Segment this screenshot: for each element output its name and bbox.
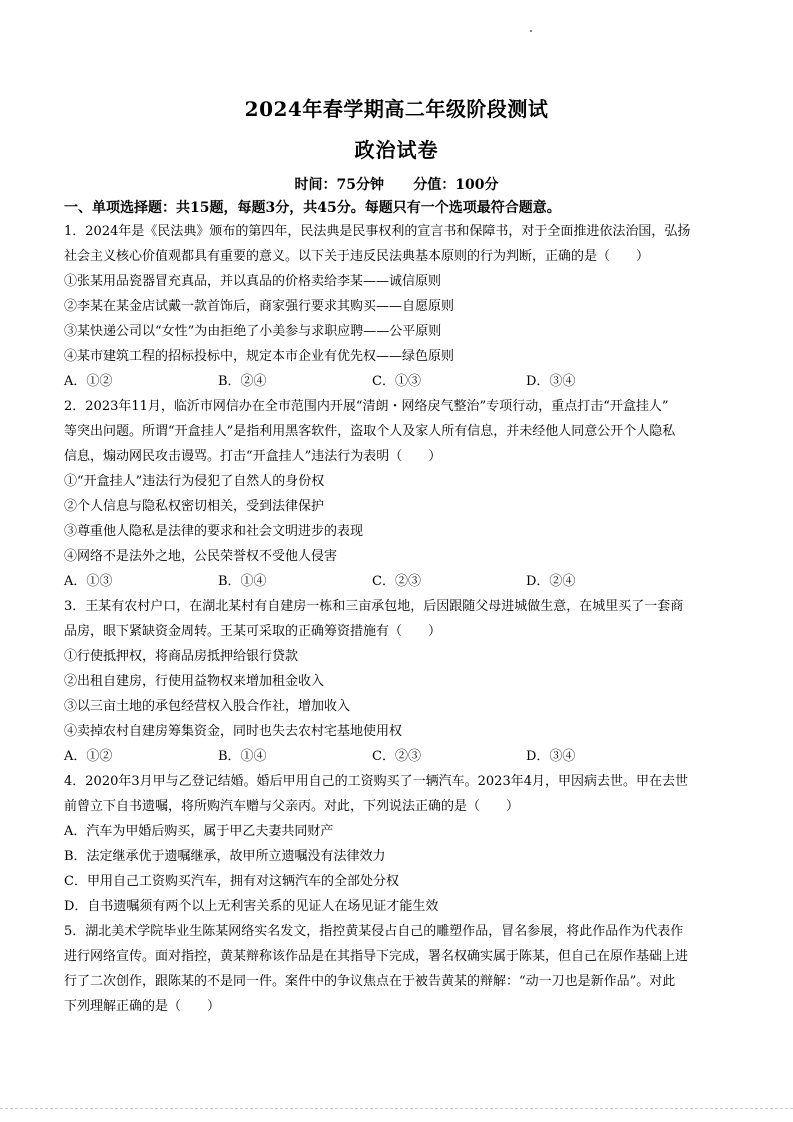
q4-option-d: D．自书遗嘱须有两个以上无利害关系的见证人在场见证才能生效 [64, 899, 439, 914]
q5-line-3: 行了二次创作，跟陈某的不是同一件。案件中的争议焦点在于被告黄某的辩解：“动一刀也是新作品”。对此 [64, 974, 676, 989]
q1-item-3: ③某快递公司以“女性”为由拒绝了小美参与求职应聘——公平原则 [64, 324, 442, 339]
q2-option-b: B．①④ [218, 574, 267, 589]
q3-item-2: ②出租自建房，行使用益物权来增加租金收入 [64, 674, 325, 689]
q3-item-3: ③以三亩土地的承包经营权入股合作社，增加收入 [64, 699, 351, 714]
q1-option-a: A．①② [64, 374, 113, 389]
page-divider [0, 1108, 793, 1109]
q1-option-c: C．①③ [372, 374, 421, 389]
q3-line-1: 3．王某有农村户口，在湖北某村有自建房一栋和三亩承包地，后因跟随父母进城做生意，在城里买了一套商 [64, 599, 684, 614]
q2-line-1: 2．2023年11月，临沂市网信办在全市范围内开展“清朗・网络戾气整治”专项行动，重点打击“开盒挂人” [64, 399, 669, 414]
q3-option-a: A．①② [64, 749, 113, 764]
q1-line-2: 社会主义核心价值观都具有重要的意义。以下关于违反民法典基本原则的行为判断，正确的是（ ） [64, 249, 650, 264]
q2-option-d: D．②④ [526, 574, 576, 589]
scan-dot [530, 30, 532, 32]
exam-subtitle: 政治试卷 [354, 138, 439, 162]
q1-item-1: ①张某用品瓷器冒充真品，并以真品的价格卖给李某——诚信原则 [64, 274, 442, 289]
exam-title: 2024年春学期高二年级阶段测试 [244, 97, 549, 121]
q1-option-d: D．③④ [526, 374, 576, 389]
q3-line-2: 品房，眼下紧缺资金周转。王某可采取的正确筹资措施有（ ） [64, 624, 442, 639]
q2-item-1: ①“开盒挂人”违法行为侵犯了自然人的身份权 [64, 474, 325, 489]
q3-option-d: D．③④ [526, 749, 576, 764]
q2-item-4: ④网络不是法外之地，公民荣誉权不受他人侵害 [64, 549, 338, 564]
time-score-info: 时间：75分钟 分值：100分 [294, 177, 499, 193]
q1-line-1: 1．2024年是《民法典》颁布的第四年，民法典是民事权利的宣言书和保障书，对于全面推进依法治国，弘扬 [64, 224, 691, 239]
q4-option-c: C．甲用自己工资购买汽车，拥有对这辆汽车的全部处分权 [64, 874, 399, 889]
q1-item-2: ②李某在某金店试戴一款首饰后，商家强行要求其购买——自愿原则 [64, 299, 455, 314]
q3-item-4: ④卖掉农村自建房筹集资金，同时也失去农村宅基地使用权 [64, 724, 403, 739]
q2-line-3: 信息，煽动网民攻击谩骂。打击“开盒挂人”违法行为表明（ ） [64, 449, 442, 464]
q5-line-2: 进行网络宣传。面对指控，黄某辩称该作品是在其指导下完成，署名权确实属于陈某，但自己在原作基础上进 [64, 949, 689, 964]
q5-line-1: 5．湖北美术学院毕业生陈某网络实名发文，指控黄某侵占自己的雕塑作品，冒名参展，将此作品作为代表作 [64, 924, 684, 939]
q2-item-3: ③尊重他人隐私是法律的要求和社会文明进步的表现 [64, 524, 364, 539]
q4-line-2: 前曾立下自书遗嘱，将所购汽车赠与父亲丙。对此，下列说法正确的是（ ） [64, 799, 520, 814]
q2-option-a: A．①③ [64, 574, 113, 589]
q3-option-c: C．②③ [372, 749, 421, 764]
q2-option-c: C．②③ [372, 574, 421, 589]
section-heading: 一、单项选择题：共15题，每题3分，共45分。每题只有一个选项最符合题意。 [64, 200, 561, 216]
q4-option-a: A．汽车为甲婚后购买，属于甲乙夫妻共同财产 [64, 824, 334, 839]
q1-item-4: ④某市建筑工程的招标投标中，规定本市企业有优先权——绿色原则 [64, 349, 455, 364]
q3-item-1: ①行使抵押权，将商品房抵押给银行贷款 [64, 649, 299, 664]
q4-line-1: 4．2020年3月甲与乙登记结婚。婚后甲用自己的工资购买了一辆汽车。2023年4月，甲因病去世。甲在去世 [64, 774, 688, 789]
q2-line-2: 等突出问题。所谓“开盒挂人”是指利用黑客软件，盗取个人及家人所有信息，并未经他人同意公开个人隐私 [64, 424, 676, 439]
q5-line-4: 下列理解正确的是（ ） [64, 999, 221, 1014]
q1-option-b: B．②④ [218, 374, 267, 389]
q2-item-2: ②个人信息与隐私权密切相关，受到法律保护 [64, 499, 325, 514]
q3-option-b: B．①④ [218, 749, 267, 764]
q4-option-b: B．法定继承优于遗嘱继承，故甲所立遗嘱没有法律效力 [64, 849, 386, 864]
